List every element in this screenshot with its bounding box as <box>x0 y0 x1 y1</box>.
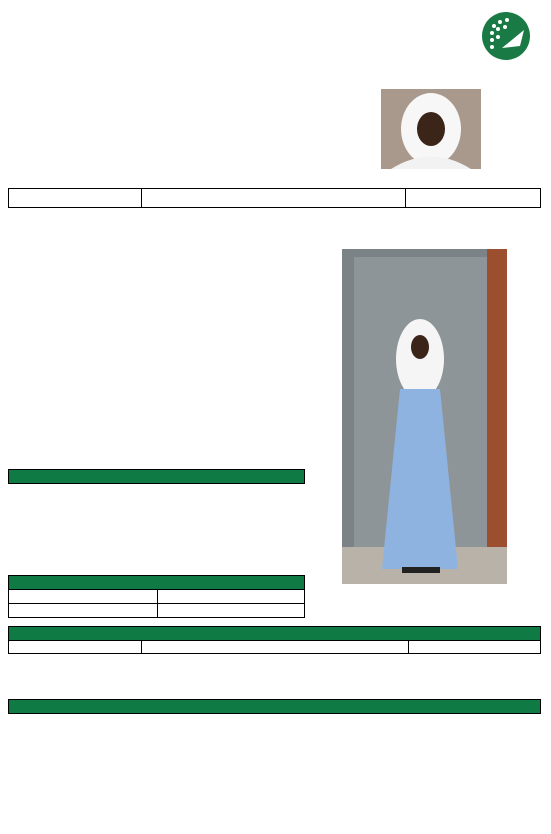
housework-header <box>9 700 541 714</box>
language-english-value <box>158 604 305 618</box>
worker-name-table <box>8 188 541 208</box>
language-table <box>8 575 305 618</box>
housework-table <box>8 699 541 714</box>
employment-col-duration <box>409 641 541 654</box>
passport-header <box>9 470 305 484</box>
passport-table <box>8 469 305 484</box>
language-english-label <box>158 590 305 604</box>
worker-name-label <box>9 189 142 208</box>
language-arabic-label <box>9 590 158 604</box>
employment-col-country <box>142 641 409 654</box>
language-arabic-value <box>9 604 158 618</box>
logo-mark-icon <box>480 10 532 62</box>
employment-table <box>8 626 541 654</box>
language-header <box>9 576 305 590</box>
employment-header <box>9 627 541 641</box>
employment-col-position <box>9 641 142 654</box>
profile-photo <box>381 89 481 169</box>
logo <box>330 8 545 63</box>
worker-name-ar <box>406 189 541 208</box>
worker-name-value <box>142 189 406 208</box>
full-body-photo <box>342 249 507 584</box>
